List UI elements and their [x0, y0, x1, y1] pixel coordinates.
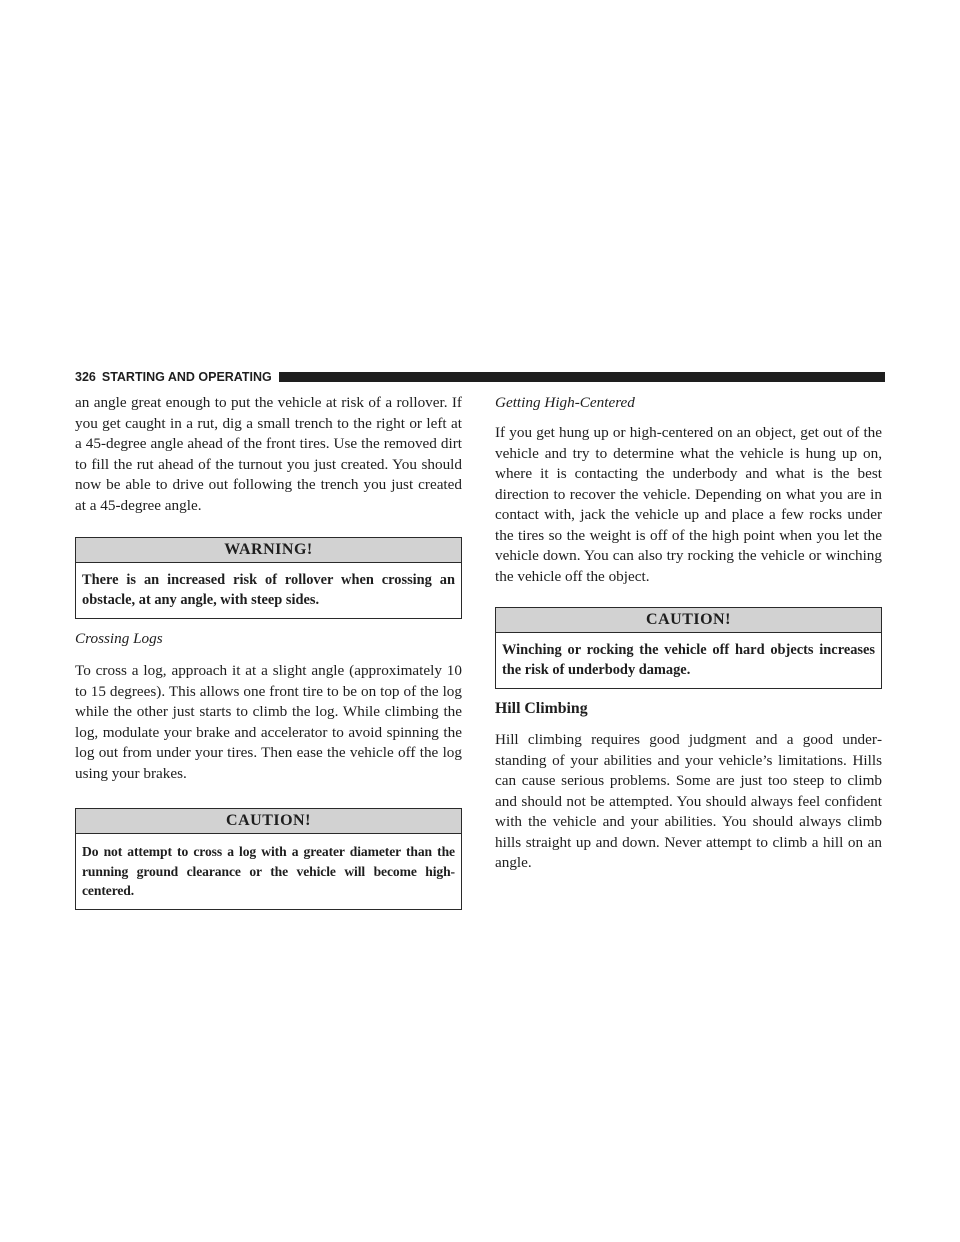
page-header	[75, 367, 885, 387]
caution-box-right	[495, 607, 882, 689]
hill-climbing-heading: Hill Climbing	[495, 700, 588, 717]
crossing-logs-heading: Crossing Logs	[75, 630, 163, 647]
section-title: STARTING AND OPERATING	[101, 370, 272, 384]
caution-title-right: CAUTION!	[496, 608, 881, 633]
warning-text: There is an increased risk of rollover when crossing an obstacle, at any angle, with steep sides.	[82, 572, 455, 608]
intro-paragraph: an angle great enough to put the vehicle at risk of a rollover. If you get caught in a rut, dig a small trench to the right or left at a 45-degree angle ahead of the front tires. Use the removed dirt to fill the rut ahead of the turnout you just created. You should now be able to drive out following the trench you just created at a 45-degree angle.	[75, 394, 462, 514]
page-number: 326	[75, 370, 96, 384]
caution-text-right: Winching or rocking the vehicle off hard objects increases the risk of underbody damage.	[502, 642, 875, 678]
warning-box	[75, 537, 462, 619]
crossing-logs-paragraph: To cross a log, approach it at a slight angle (approximately 10 to 15 degrees). This allows one front tire to be on top of the log while the other just starts to climb the log. While climbing the log, modulate your brake and accelerator to avoid spinning the log out from under your tires. Then ease the vehicle off the log using your brakes.	[75, 662, 462, 782]
high-centered-heading: Getting High-Centered	[495, 394, 635, 411]
header-rule	[279, 372, 885, 382]
right-column	[495, 393, 882, 874]
hill-climbing-paragraph: Hill climbing requires good judgment and a good understanding of your abilities and your vehicle’s limitations. Hills can cause serious problems. Some are just too steep to climb and should not be attempted. You should always feel confident with the vehicle and your abilities. You should always climb hills straight up and down. Never attempt to climb a hill on an angle.	[495, 731, 882, 871]
caution-text-left: Do not attempt to cross a log with a greater diameter than the running ground clearance or the vehicle will become high-centered.	[82, 844, 455, 898]
left-column	[75, 393, 462, 910]
high-centered-paragraph: If you get hung up or high-centered on an object, get out of the vehicle and try to determine what the vehicle is hung up on, where it is contacting the underbody and what is the best direction to recover the vehicle. Depending on what you are in contact with, jack the vehicle up and place a few rocks under the tires so the weight is off of the high point when you let the vehicle down. You can also try rocking the vehicle or winching the vehicle off the object.	[495, 424, 882, 585]
caution-box-left	[75, 808, 462, 910]
caution-title-left: CAUTION!	[76, 809, 461, 834]
warning-title: WARNING!	[76, 538, 461, 563]
